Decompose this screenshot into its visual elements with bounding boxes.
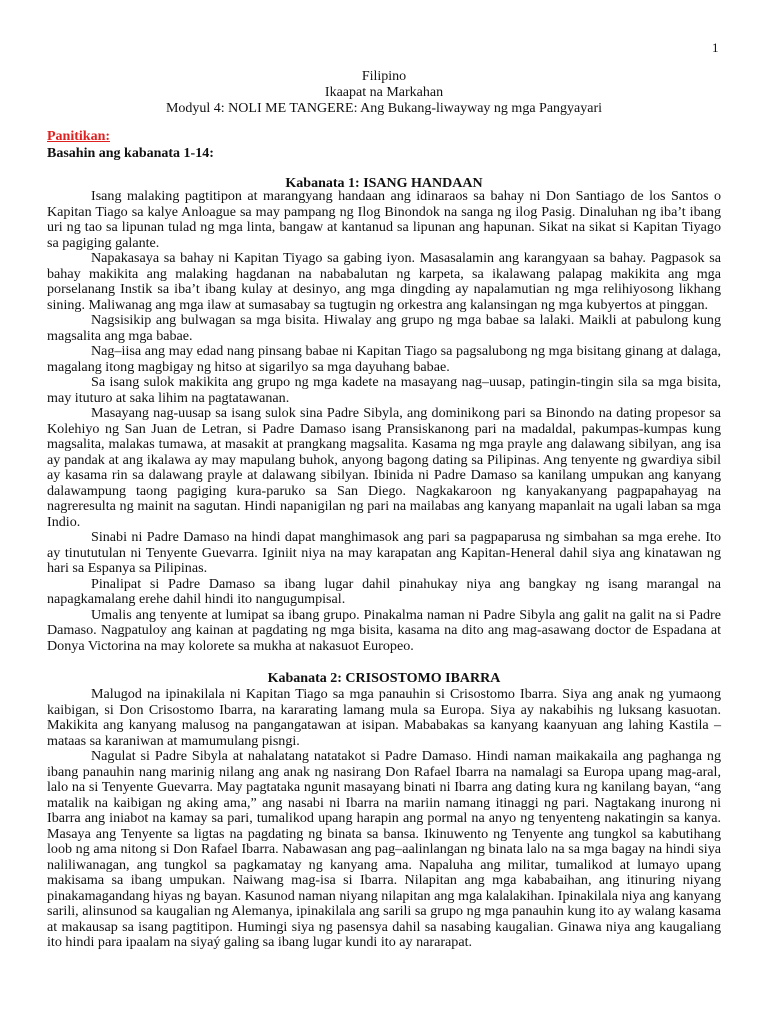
chapter-1-title: Kabanata 1: ISANG HANDAAN (285, 176, 483, 191)
paragraph: Nagsisikip ang bulwagan sa mga bisita. Hiwalay ang grupo ng mga babae sa lalaki. Maikli at pabulong kung magsalita ang mga babae. (47, 312, 721, 344)
quarter-title: Ikaapat na Markahan (324, 85, 444, 100)
paragraph: Sa isang sulok makikita ang grupo ng mga kadete na masayang nag–uusap, patingin-tingin sila sa mga bisita, may ituturo at saka lihim na pagtatawanan. (47, 374, 721, 406)
paragraph: Umalis ang tenyente at lumipat sa ibang grupo. Pinakalma naman ni Padre Sibyla ang galit na galit na si Padre Damaso. Nagpatuloy ang kainan at pagdating ng mga bisita, kasama na dito ang mag-asawang doctor de Espadana at Donya Victorina na may kolorete sa mukha at nakasuot Europeo. (47, 606, 721, 654)
paragraph: Nagulat si Padre Sibyla at nahalatang natatakot si Padre Damaso. Hindi naman maikakaila ang paghanga ng ibang panauhin nang marinig nilang ang anak ng nasirang Don Rafael Ibarra na namalagi sa Europa upang mag-aral, lalo na si Tenyente Guevarra. May pagtataka ngunit masayang binati ni Ibarra ang dating kura ng kanilang bayan, “ang matalik na kaibigan ng aking ama,” ang nasabi ni Ibarra na mariin namang itinaggi ng pari. Nagtakang inurong ni Ibarra ang iniabot na kamay sa pari, tumalikod upang harapin ang pormal na anyo ng tenyenteng nakatingin sa kanya. Masaya ang Tenyente sa ligtas na pagdating ng binata sa bansa. Ikinuwento ng Tenyente ang tungkol sa kabutihang loob ng ama nitong si Don Rafael Ibarra. Nabawasan ang pag–aalinlangan ng binata lalo na sa mga bagay na hindi siya naliliwanagan, ang tungkol sa pagkamatay ng kanyang ama. Napaluha ang militar, tumalikod at lumayo upang makisama sa ibang umpukan. Naiwang mag-isa si Ibarra. Nilapitan ang mga kababaihan, ang itinuring niyang pinakamagandang hiyas ng bayan. Kasunod naman niyang nilapitan ang mga kalalakihan. Ipinakilala niya ang kanyang sarili, alinsunod sa kaugalian ng Alemanya, ipinakilala ang sarili sa grupo ng mga panauhin kung ito ay walang kasama at makausap sa isang pagtitipon. Humingi siya ng pasensya dahil sa nasabing kaugalian. Ginawa niya ang kaugaliang ito hindi para ipaalam na siyaý galing sa ibang lugar kundi ito ay nararapat. (47, 748, 721, 950)
paragraph: Masayang nag-uusap sa isang sulok sina Padre Sibyla, ang dominikong pari sa Binondo na dating propesor sa Kolehiyo ng San Juan de Letran, si Padre Damaso isang Pransiskanong pari na madaldal, pakumpas-kumpas kung magsalita, malakas tumawa, at masakit at prangkang magsalita. Kasama ng mga prayle ang dalawang sibilyan, ang isa ay pandak at ang ikalawa ay may mapulang buhok, anyong bagong dating sa Pilipinas. Ang tenyente ng gwardiya sibil ay kasama rin sa dalawang prayle at dalawang sibilyan. Ibinida ni Padre Damaso sa kanilang umpukan ang kanyang dalawampung taong pagiging kura-paruko sa San Diego. Nagkakaroon ng kanyakanyang pagpapahayag na nagreresulta ng mainit na sagutan. Hindi napanigilan ng pari na mailabas ang kanyang mapanlait na ugali laban sa mga Indio. (47, 405, 721, 530)
chapter-2-body (47, 687, 721, 951)
paragraph: Pinalipat si Padre Damaso sa ibang lugar dahil pinahukay niya ang bangkay ng isang marangal na napagkamalang erehe dahil hindi ito nangugumpisal. (47, 575, 721, 607)
paragraph: Sinabi ni Padre Damaso na hindi dapat manghimasok ang pari sa pagpaparusa ng simbahan sa mga erehe. Ito ay tinututulan ni Tenyente Guevarra. Iginiit niya na may karapatan ang Kapitan-Heneral dahil siya ang kinatawan ng hari sa Espanya sa Pilipinas. (47, 529, 721, 576)
paragraph: Malugod na ipinakilala ni Kapitan Tiago sa mga panauhin si Crisostomo Ibarra. Siya ang anak ng yumaong kaibigan, si Don Crisostomo Ibarra, na kararating lamang mula sa Europa. Siya ay nakabihis ng luksang kasuotan. Makikita ang kanyang malusog na pangangatawan at isipan. Mababakas sa kanyang kaanyuan ang lahing Kastila – mataas sa karaniwan at mamumulang pisngi. (47, 686, 721, 749)
subject-title: Filipino (361, 69, 407, 84)
chapter-1-body (47, 189, 721, 654)
paragraph: Napakasaya sa bahay ni Kapitan Tiyago sa gabing iyon. Masasalamin ang karangyaan sa bahay. Pagpasok sa bahay makikita ang malaking hagdanan na nababalutan ng karpeta, sa ikalawang palapag makikita ang mga porselanang Instik sa iba’t ibang kulay at desinyo, ang mga dingding ay napalamutian ng mga relihiyosong likhang sining. Maliwanag ang mga ilaw at sumasabay sa tugtugin ng orkestra ang kalansingan ng mga kubyertos at pinggan. (47, 250, 721, 313)
paragraph: Isang malaking pagtitipon at marangyang handaan ang idinaraos sa bahay ni Don Santiago de los Santos o Kapitan Tiago sa kalye Anloague sa may pampang ng Ilog Binondok na sanga ng ilog Pasig. Dinaluhan ng iba’t ibang uri ng tao sa lipunan tulad ng mga linta, bangaw at kantanud sa lipunan ang hapunan. Sikat na sikat si Kapitan Tiyago sa pagiging galante. (47, 188, 721, 251)
document-header (0, 69, 768, 117)
chapter-2-title: Kabanata 2: CRISOSTOMO IBARRA (267, 671, 501, 686)
section-label: Panitikan: (47, 129, 111, 144)
reading-instruction: Basahin ang kabanata 1-14: (47, 146, 214, 161)
paragraph: Nag–iisa ang may edad nang pinsang babae ni Kapitan Tiago sa pagsalubong ng mga bisitang ginang at dalaga, magalang itong magbigay ng hitso at sigarilyo sa mga dayuhang babae. (47, 343, 721, 375)
page-number: 1 (712, 40, 719, 55)
module-title: Modyul 4: NOLI ME TANGERE: Ang Bukang-liwayway ng mga Pangyayari (165, 101, 603, 116)
